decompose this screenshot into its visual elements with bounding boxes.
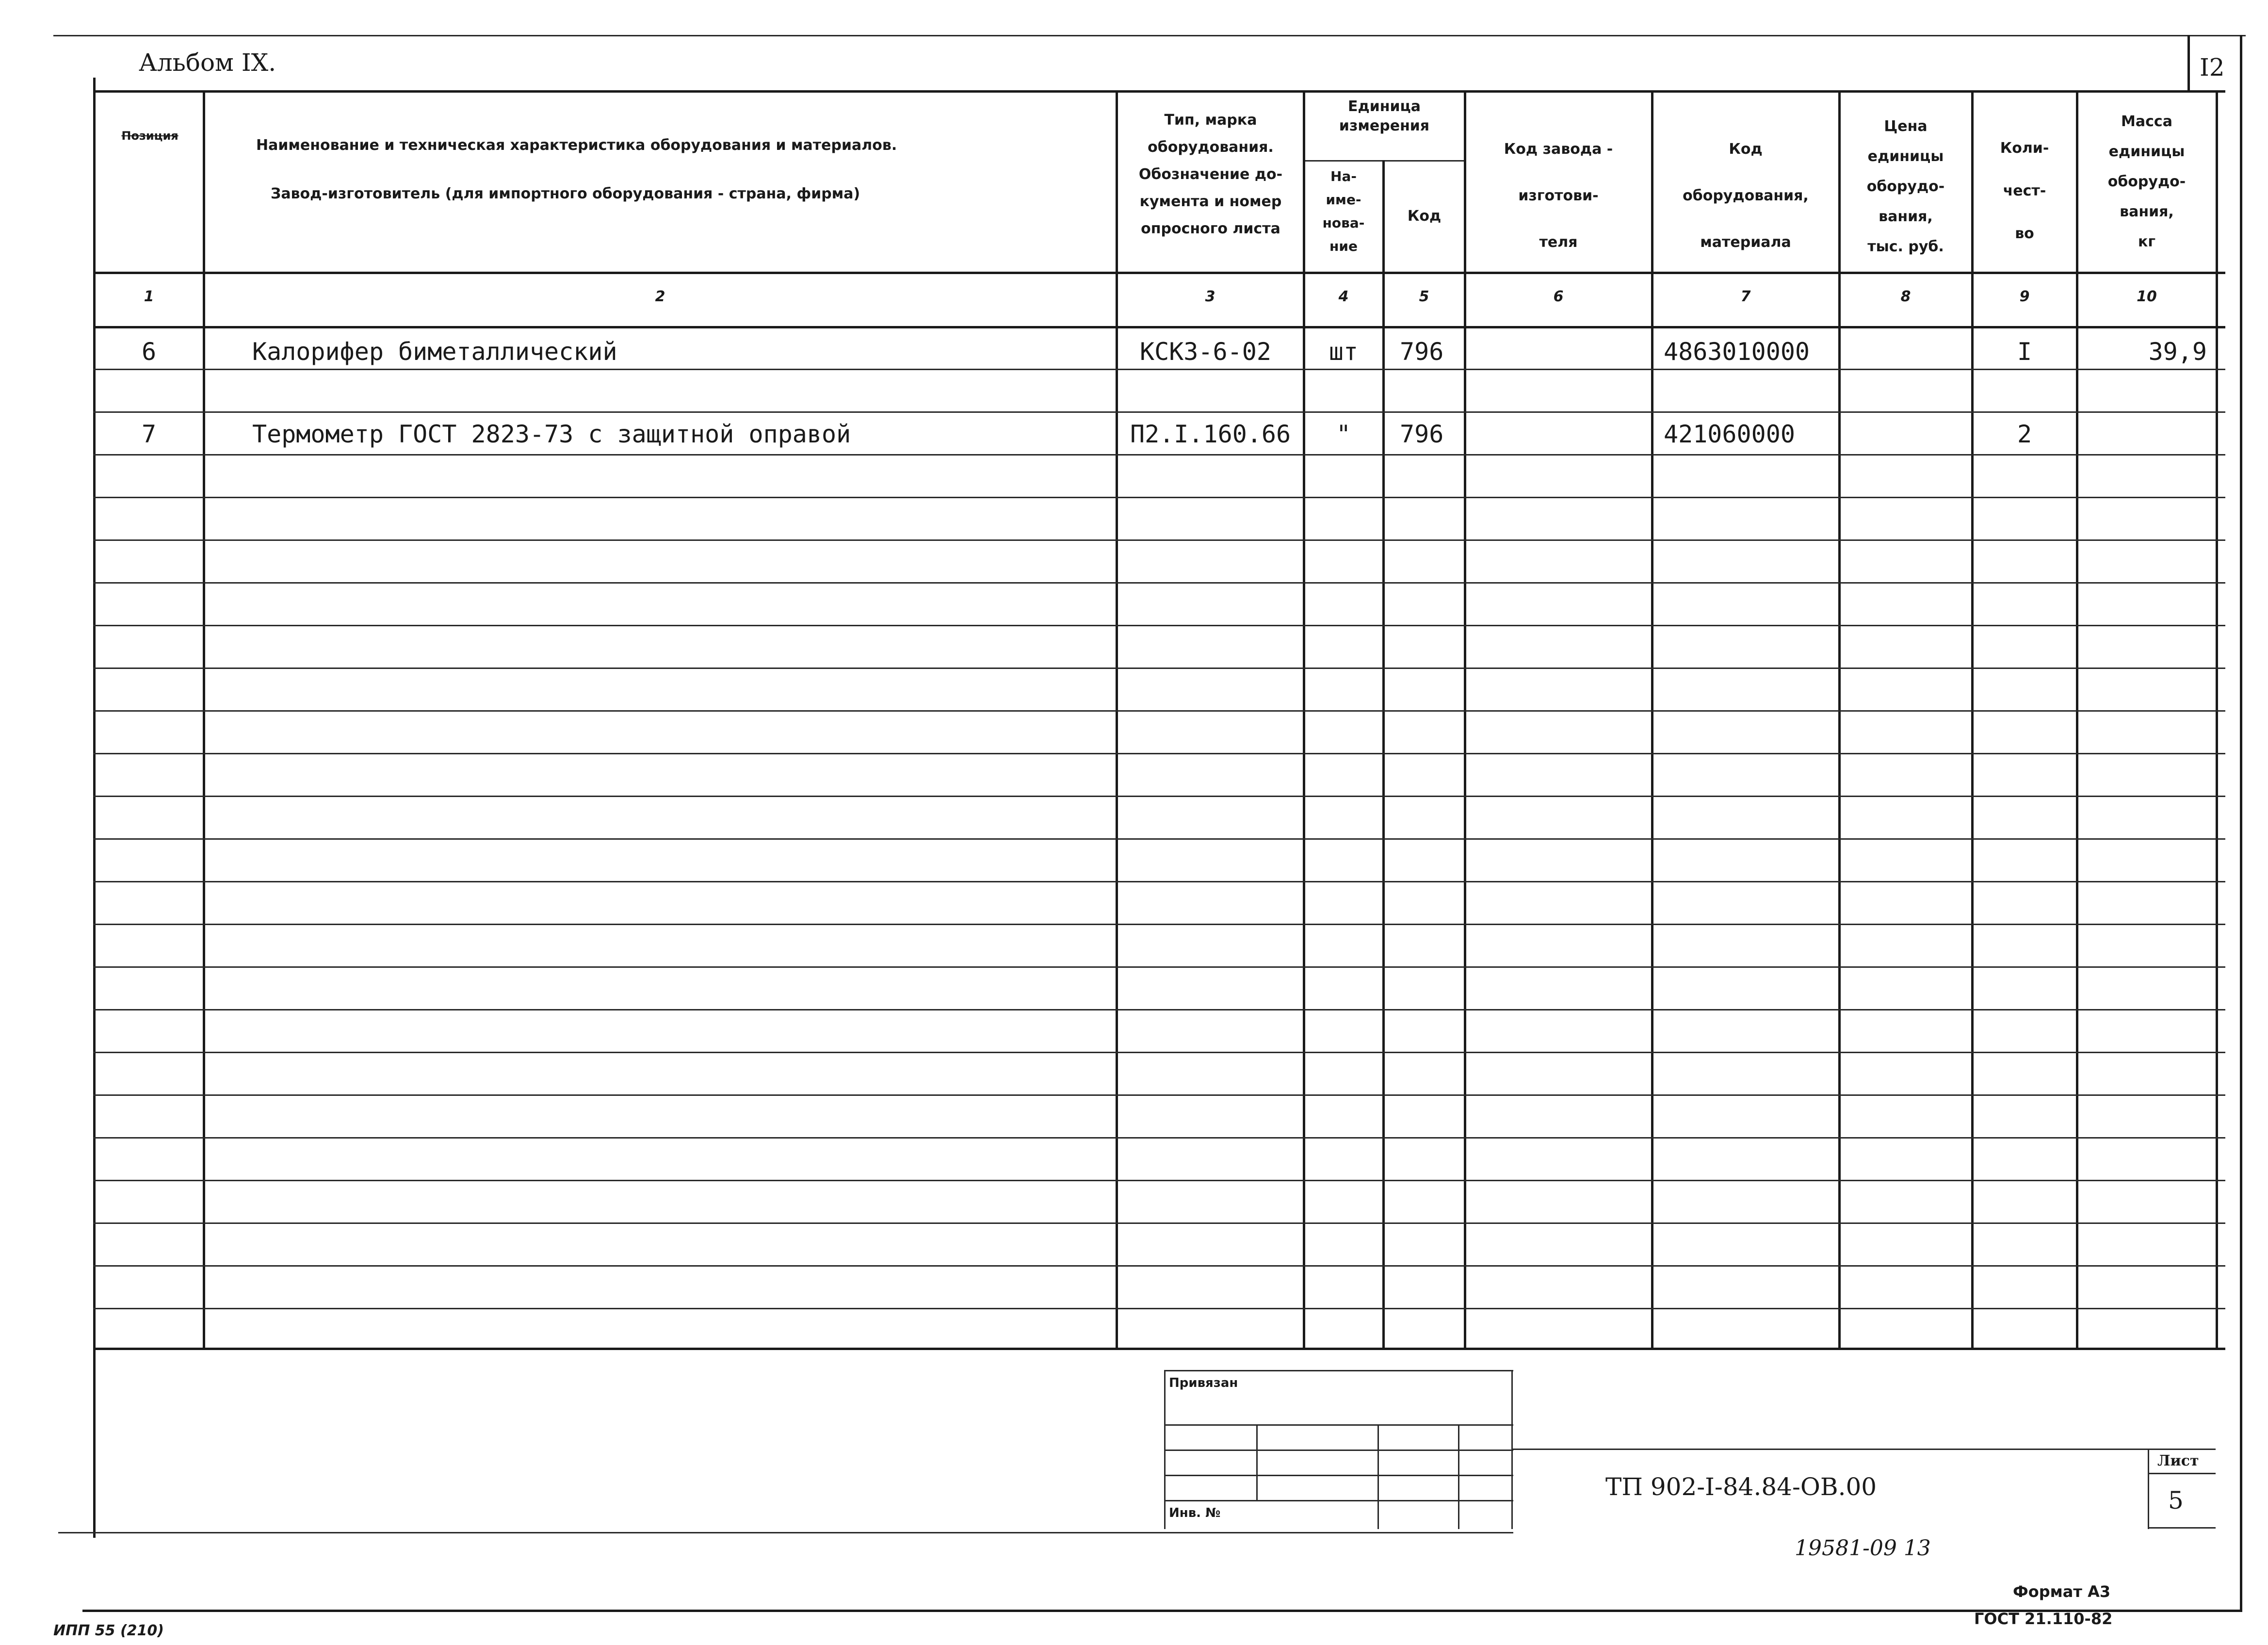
- corner-box-line: [2187, 35, 2190, 92]
- row-line: [93, 1052, 2225, 1053]
- row-line: [93, 924, 2225, 925]
- row-position: 6: [141, 338, 157, 366]
- handwritten-note: 19581-09 13: [1795, 1536, 1931, 1561]
- row-type: КСК3-6-02: [1140, 338, 1271, 366]
- header-col4-line: нова-: [1322, 215, 1365, 231]
- header-col8-line: оборудо-: [1866, 178, 1945, 195]
- row-quantity: 2: [2017, 420, 2032, 448]
- row-line: [93, 1009, 2225, 1010]
- numbers-bottom-line: [93, 326, 2225, 328]
- row-line: [93, 966, 2225, 968]
- row-line: [93, 625, 2225, 626]
- header-col1: Позиция: [121, 129, 178, 143]
- header-col8: [1840, 112, 1971, 262]
- stamp-line: [1256, 1424, 1258, 1500]
- header-col3: [1118, 107, 1303, 243]
- column-number: 4: [1338, 288, 1349, 305]
- header-col9: [1973, 127, 2076, 255]
- print-mark: ИПП 55 (210): [53, 1622, 164, 1639]
- header-col9-line: чест-: [2003, 182, 2046, 199]
- stamp-line: [1164, 1475, 1513, 1476]
- col-line-2: [1116, 90, 1118, 1349]
- col-line-3: [1303, 90, 1305, 1349]
- row-position: 7: [141, 420, 157, 448]
- row-line: [93, 369, 2225, 370]
- header-col10-line: единицы: [2108, 143, 2185, 160]
- header-col3-line: оборудования.: [1148, 139, 1274, 156]
- header-col10-line: оборудо-: [2107, 173, 2186, 190]
- gost-label: ГОСТ 21.110-82: [1974, 1610, 2113, 1628]
- header-col7: [1653, 126, 1838, 266]
- header-unit-line: Единица: [1348, 98, 1421, 115]
- row-line: [93, 582, 2225, 584]
- header-col7-line: оборудования,: [1683, 187, 1809, 204]
- header-col6-line: Код завода -: [1504, 141, 1613, 158]
- header-bottom-line: [93, 272, 2225, 274]
- sheet-box-line: [2148, 1527, 2216, 1529]
- row-name: Калорифер биметаллический: [252, 338, 617, 366]
- frame-right-line: [2240, 35, 2242, 1612]
- row-line: [93, 1265, 2225, 1267]
- header-col3-line: кумента и номер: [1139, 193, 1282, 210]
- header-col4-line: име-: [1326, 192, 1361, 208]
- col-line-9: [2076, 90, 2078, 1349]
- column-number: 7: [1740, 288, 1751, 305]
- header-col9-line: Коли-: [2000, 140, 2049, 157]
- column-number: 10: [2137, 288, 2157, 305]
- col-line-1: [203, 90, 205, 1349]
- format-label: Формат А3: [2013, 1582, 2111, 1601]
- column-number: 2: [655, 288, 665, 305]
- row-line: [93, 796, 2225, 797]
- header-col4-line: ние: [1329, 238, 1358, 254]
- row-unit-code: 796: [1400, 420, 1444, 448]
- header-col8-line: вания,: [1879, 208, 1933, 225]
- row-line: [93, 838, 2225, 840]
- row-line: [93, 710, 2225, 712]
- row-line: [93, 497, 2225, 498]
- row-unit: ": [1336, 420, 1351, 448]
- stamp-line: [1164, 1500, 1513, 1501]
- stamp-line: [1458, 1424, 1459, 1529]
- header-col2-line1: Наименование и техническая характеристика оборудования и материалов.: [256, 137, 897, 154]
- header-col7-line: материала: [1700, 234, 1791, 251]
- header-col8-line: тыс. руб.: [1867, 238, 1944, 255]
- document-code: ТП 902-I-84.84-ОВ.00: [1605, 1473, 1877, 1501]
- stamp-line: [1164, 1370, 1513, 1371]
- header-col3-line: опросного листа: [1141, 220, 1280, 237]
- col-line-10: [2216, 90, 2218, 1349]
- row-equipment-code: 421060000: [1664, 420, 1795, 448]
- column-number: 8: [1900, 288, 1911, 305]
- header-unit-group: [1305, 97, 1464, 136]
- table-bottom-line: [93, 1348, 2225, 1350]
- col-line-8: [1971, 90, 1974, 1349]
- header-col4: [1305, 165, 1382, 258]
- header-col7-line: Код: [1729, 141, 1763, 158]
- column-number: 6: [1553, 288, 1564, 305]
- row-line: [93, 1094, 2225, 1096]
- row-line: [93, 881, 2225, 882]
- header-col9-line: во: [2015, 225, 2034, 242]
- table-top-line: [93, 90, 2225, 93]
- sheet-box-line: [2148, 1449, 2149, 1529]
- sheet-box-line: [2148, 1473, 2216, 1474]
- row-line: [93, 753, 2225, 754]
- col-line-4: [1382, 160, 1385, 1349]
- column-number: 1: [144, 288, 154, 305]
- column-number: 3: [1205, 288, 1215, 305]
- row-type: П2.I.160.66: [1130, 420, 1291, 448]
- header-col6-line: изготови-: [1518, 187, 1599, 204]
- stamp-line: [1164, 1370, 1166, 1529]
- header-col10: [2078, 107, 2216, 257]
- row-line: [93, 1308, 2225, 1309]
- sheet-number: 5: [2168, 1486, 2184, 1515]
- header-col3-line: Тип, марка: [1164, 112, 1257, 129]
- album-label: Альбом IX.: [139, 49, 276, 77]
- inventory-label: Инв. №: [1169, 1506, 1221, 1520]
- col-line-7: [1838, 90, 1841, 1349]
- column-number: 5: [1419, 288, 1429, 305]
- row-line: [93, 411, 2225, 413]
- header-col8-line: Цена: [1884, 118, 1928, 135]
- header-col6: [1466, 126, 1651, 266]
- header-unit-line: измерения: [1339, 117, 1430, 134]
- header-col4-line: На-: [1330, 168, 1357, 184]
- row-line: [93, 1180, 2225, 1181]
- stamp-line: [1377, 1424, 1379, 1529]
- linked-label: Привязан: [1169, 1376, 1238, 1390]
- sheet-corner-number: I2: [2200, 53, 2225, 81]
- row-unit-code: 796: [1400, 338, 1444, 366]
- row-unit: шт: [1328, 338, 1359, 366]
- top-border-line: [53, 35, 2246, 36]
- col-line-5: [1464, 90, 1466, 1349]
- sheet-label: Лист: [2157, 1452, 2199, 1469]
- stamp-line: [1164, 1450, 1513, 1451]
- header-col6-line: теля: [1539, 234, 1578, 251]
- header-col2-line2: Завод-изготовитель (для импортного оборудования - страна, фирма): [271, 185, 860, 202]
- row-line: [93, 539, 2225, 541]
- row-quantity: I: [2017, 338, 2032, 366]
- row-line: [93, 1222, 2225, 1224]
- col-line-6: [1651, 90, 1653, 1349]
- row-line: [93, 668, 2225, 669]
- header-col8-line: единицы: [1867, 148, 1944, 165]
- header-col10-line: вания,: [2120, 203, 2174, 220]
- header-col3-line: Обозначение до-: [1138, 166, 1283, 183]
- column-number: 9: [2019, 288, 2030, 305]
- stamp-line: [1164, 1424, 1513, 1426]
- header-col5: Код: [1407, 208, 1442, 225]
- row-line: [93, 454, 2225, 456]
- stamp-bottom-line: [58, 1532, 1513, 1533]
- stamp-line: [1511, 1449, 2216, 1450]
- row-mass: 39,9: [2148, 338, 2207, 366]
- row-name: Термометр ГОСТ 2823-73 с защитной оправой: [252, 420, 851, 448]
- row-line: [93, 1137, 2225, 1139]
- header-col10-line: кг: [2138, 233, 2156, 250]
- header-col10-line: Масса: [2121, 113, 2172, 130]
- frame-bottom-line: [82, 1610, 2242, 1612]
- row-equipment-code: 4863010000: [1664, 338, 1810, 366]
